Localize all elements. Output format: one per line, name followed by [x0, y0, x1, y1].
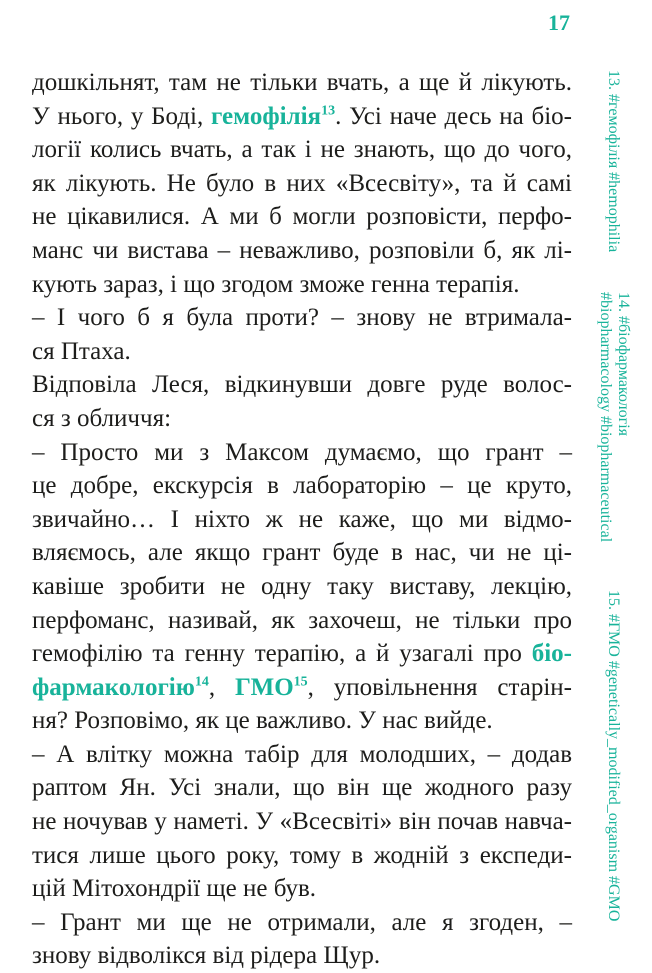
- margin-note-13: [604, 70, 622, 252]
- glossary-term: біо-: [531, 640, 572, 668]
- text-line: цій Мітохондрії ще не був.: [32, 875, 317, 903]
- text-line: не цікавилися. А ми б могли розповісти, перфо-: [32, 203, 572, 231]
- text-line: ся Птаха.: [32, 337, 131, 365]
- margin-notes: [588, 70, 648, 950]
- text-fragment: . Усі наче десь на біо-: [335, 102, 572, 130]
- glossary-term: фармакологію: [32, 673, 195, 701]
- text-line: звичайно… І ніхто ж не каже, що ми відмо-: [32, 505, 572, 533]
- text-line: ня? Розповімо, як це важливо. У нас вийде.: [32, 707, 493, 735]
- margin-note-text: 15. #ГМО #genetically_modified_organism #GMO: [605, 590, 622, 922]
- footnote-ref: 14: [194, 674, 209, 690]
- text-line: кують зараз, і що згодом зможе генна терапія.: [32, 270, 520, 298]
- text-line: – А влітку можна табір для молодших, – додав: [32, 740, 572, 768]
- text-fragment: , уповільнення старін-: [307, 673, 573, 701]
- text-line: не ночував у наметі. У «Всесвіті» він почав навча-: [32, 808, 572, 836]
- margin-note-15: [604, 590, 622, 921]
- text-line: логії колись вчать, а так і не знають, що до чого,: [32, 136, 572, 164]
- text-fragment: гемофілію та генну терапію, а й узагалі про: [32, 640, 532, 668]
- text-line: вляємось, але якщо грант буде в нас, чи не ці-: [32, 539, 572, 567]
- text-fragment: У нього, у Боді,: [32, 102, 212, 130]
- text-line: раптом Ян. Усі знали, що він ще жодного разу: [32, 774, 572, 802]
- text-line: [32, 671, 572, 705]
- margin-note-14: [596, 292, 632, 542]
- text-line: перфоманс, називай, як захочеш, не тільки про: [32, 606, 572, 634]
- glossary-term: гемофілія: [211, 102, 322, 130]
- text-line: Відповіла Леся, відкинувши довге руде волос-: [32, 371, 572, 399]
- text-line: дошкільнят, там не тільки вчать, а ще й лікують.: [32, 69, 572, 96]
- footnote-ref: 13: [321, 103, 336, 119]
- text-line: як лікують. Не було в них «Всесвіту», та й самі: [32, 169, 572, 197]
- text-line: манс чи вистава – неважливо, розповіли б, як лі-: [32, 236, 572, 264]
- glossary-term: ГМО: [235, 673, 294, 701]
- page-number: 17: [548, 10, 570, 35]
- text-line: ся з обличчя:: [32, 404, 172, 432]
- body-text: [32, 66, 572, 973]
- text-line: тися лише цього року, тому в жодній з експеди-: [32, 841, 572, 869]
- text-line: – Грант ми ще не отримали, але я згоден, –: [32, 908, 572, 936]
- text-line: [32, 100, 572, 134]
- text-line: – І чого б я була проти? – знову не втримала-: [32, 304, 572, 332]
- margin-note-text: 14. #біофармакологія: [615, 292, 632, 437]
- text-line: це добре, екскурсія в лабораторію – це круто,: [32, 472, 572, 500]
- text-fragment: ,: [208, 673, 236, 701]
- footnote-ref: 15: [293, 674, 308, 690]
- text-line: – Просто ми з Максом думаємо, що грант –: [32, 438, 572, 466]
- margin-note-text: 13. #гемофілія #hemophilia: [605, 70, 622, 253]
- text-line: кавіше зробити не одну таку виставу, лекцію,: [32, 572, 572, 600]
- text-line: [32, 637, 572, 671]
- margin-note-text: #biopharmacology #biopharmaceutical: [597, 292, 614, 543]
- text-line: знову відволікся від рідера Щур.: [32, 942, 381, 970]
